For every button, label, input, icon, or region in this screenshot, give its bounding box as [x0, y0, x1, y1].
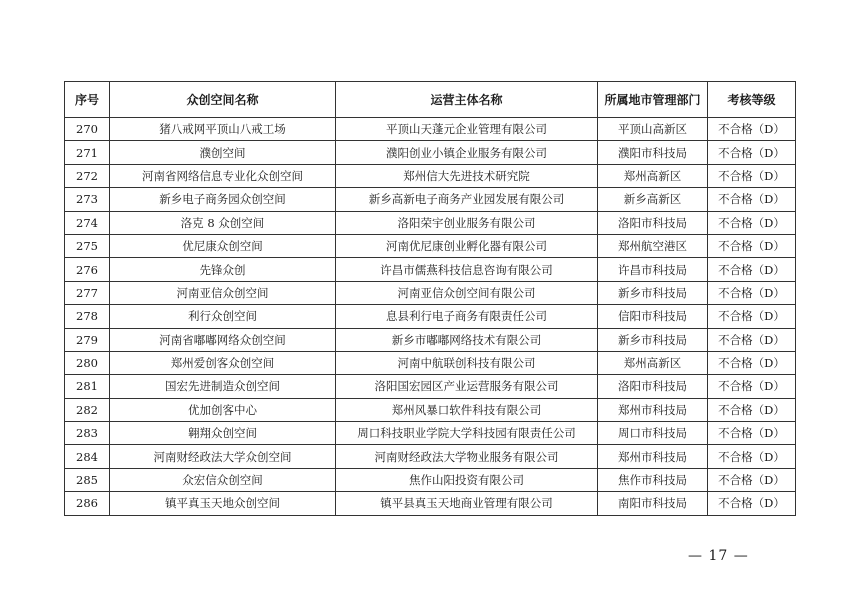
table-row — [65, 164, 796, 187]
cell-space-name: 濮创空间 — [110, 141, 336, 164]
table-row — [65, 188, 796, 211]
table-row — [65, 118, 796, 141]
table-row — [65, 258, 796, 281]
assessment-table — [64, 81, 796, 516]
cell-grade: 不合格（D） — [708, 328, 796, 351]
cell-operator-name: 新乡市嘟嘟网络技术有限公司 — [336, 328, 598, 351]
cell-serial: 276 — [65, 258, 110, 281]
cell-space-name: 新乡电子商务园众创空间 — [110, 188, 336, 211]
table-row — [65, 492, 796, 515]
cell-department: 郑州高新区 — [598, 351, 708, 374]
header-serial: 序号 — [65, 82, 110, 118]
header-operator-name: 运营主体名称 — [336, 82, 598, 118]
cell-grade: 不合格（D） — [708, 258, 796, 281]
cell-department: 郑州市科技局 — [598, 445, 708, 468]
cell-serial: 270 — [65, 118, 110, 141]
cell-operator-name: 新乡高新电子商务产业园发展有限公司 — [336, 188, 598, 211]
cell-department: 信阳市科技局 — [598, 305, 708, 328]
cell-operator-name: 洛阳国宏园区产业运营服务有限公司 — [336, 375, 598, 398]
cell-grade: 不合格（D） — [708, 398, 796, 421]
table-row — [65, 468, 796, 491]
cell-serial: 284 — [65, 445, 110, 468]
cell-space-name: 河南亚信众创空间 — [110, 281, 336, 304]
cell-grade: 不合格（D） — [708, 445, 796, 468]
cell-operator-name: 河南中航联创科技有限公司 — [336, 351, 598, 374]
cell-grade: 不合格（D） — [708, 422, 796, 445]
cell-grade: 不合格（D） — [708, 305, 796, 328]
cell-operator-name: 许昌市儒燕科技信息咨询有限公司 — [336, 258, 598, 281]
cell-serial: 281 — [65, 375, 110, 398]
cell-grade: 不合格（D） — [708, 141, 796, 164]
cell-grade: 不合格（D） — [708, 118, 796, 141]
cell-serial: 277 — [65, 281, 110, 304]
table-row — [65, 445, 796, 468]
header-grade: 考核等级 — [708, 82, 796, 118]
cell-grade: 不合格（D） — [708, 351, 796, 374]
cell-serial: 283 — [65, 422, 110, 445]
cell-operator-name: 河南优尼康创业孵化器有限公司 — [336, 234, 598, 257]
cell-serial: 286 — [65, 492, 110, 515]
cell-space-name: 国宏先进制造众创空间 — [110, 375, 336, 398]
cell-serial: 282 — [65, 398, 110, 421]
cell-department: 郑州航空港区 — [598, 234, 708, 257]
cell-operator-name: 平顶山天蓬元企业管理有限公司 — [336, 118, 598, 141]
cell-department: 周口市科技局 — [598, 422, 708, 445]
cell-serial: 279 — [65, 328, 110, 351]
cell-operator-name: 郑州信大先进技术研究院 — [336, 164, 598, 187]
cell-space-name: 河南省嘟嘟网络众创空间 — [110, 328, 336, 351]
header-space-name: 众创空间名称 — [110, 82, 336, 118]
table-row — [65, 211, 796, 234]
cell-space-name: 郑州爱创客众创空间 — [110, 351, 336, 374]
cell-serial: 271 — [65, 141, 110, 164]
cell-serial: 272 — [65, 164, 110, 187]
cell-grade: 不合格（D） — [708, 234, 796, 257]
cell-operator-name: 河南亚信众创空间有限公司 — [336, 281, 598, 304]
cell-space-name: 河南财经政法大学众创空间 — [110, 445, 336, 468]
cell-operator-name: 焦作山阳投资有限公司 — [336, 468, 598, 491]
table-row — [65, 351, 796, 374]
cell-grade: 不合格（D） — [708, 164, 796, 187]
cell-operator-name: 郑州风暴口软件科技有限公司 — [336, 398, 598, 421]
cell-space-name: 河南省网络信息专业化众创空间 — [110, 164, 336, 187]
cell-space-name: 洛克 8 众创空间 — [110, 211, 336, 234]
cell-department: 洛阳市科技局 — [598, 211, 708, 234]
cell-serial: 278 — [65, 305, 110, 328]
cell-grade: 不合格（D） — [708, 468, 796, 491]
table-row — [65, 398, 796, 421]
cell-operator-name: 河南财经政法大学物业服务有限公司 — [336, 445, 598, 468]
cell-department: 许昌市科技局 — [598, 258, 708, 281]
cell-department: 新乡市科技局 — [598, 328, 708, 351]
cell-grade: 不合格（D） — [708, 188, 796, 211]
table-body — [65, 118, 796, 516]
cell-serial: 274 — [65, 211, 110, 234]
cell-space-name: 先锋众创 — [110, 258, 336, 281]
cell-grade: 不合格（D） — [708, 211, 796, 234]
cell-serial: 285 — [65, 468, 110, 491]
cell-grade: 不合格（D） — [708, 375, 796, 398]
cell-operator-name: 息县利行电子商务有限责任公司 — [336, 305, 598, 328]
cell-department: 郑州市科技局 — [598, 398, 708, 421]
cell-serial: 275 — [65, 234, 110, 257]
table-row — [65, 328, 796, 351]
cell-space-name: 镇平真玉天地众创空间 — [110, 492, 336, 515]
table-row — [65, 281, 796, 304]
cell-department: 平顶山高新区 — [598, 118, 708, 141]
cell-department: 郑州高新区 — [598, 164, 708, 187]
cell-operator-name: 镇平县真玉天地商业管理有限公司 — [336, 492, 598, 515]
cell-grade: 不合格（D） — [708, 492, 796, 515]
header-department: 所属地市管理部门 — [598, 82, 708, 118]
cell-space-name: 利行众创空间 — [110, 305, 336, 328]
cell-operator-name: 濮阳创业小镇企业服务有限公司 — [336, 141, 598, 164]
table-row — [65, 305, 796, 328]
table-row — [65, 141, 796, 164]
cell-department: 焦作市科技局 — [598, 468, 708, 491]
table-row — [65, 375, 796, 398]
cell-serial: 273 — [65, 188, 110, 211]
cell-department: 新乡高新区 — [598, 188, 708, 211]
cell-department: 新乡市科技局 — [598, 281, 708, 304]
cell-space-name: 猪八戒网平顶山八戒工场 — [110, 118, 336, 141]
cell-space-name: 众宏信众创空间 — [110, 468, 336, 491]
cell-space-name: 优加创客中心 — [110, 398, 336, 421]
cell-space-name: 优尼康众创空间 — [110, 234, 336, 257]
cell-department: 濮阳市科技局 — [598, 141, 708, 164]
cell-serial: 280 — [65, 351, 110, 374]
cell-space-name: 翱翔众创空间 — [110, 422, 336, 445]
cell-operator-name: 周口科技职业学院大学科技园有限责任公司 — [336, 422, 598, 445]
table-header-row — [65, 82, 796, 118]
cell-operator-name: 洛阳荣宇创业服务有限公司 — [336, 211, 598, 234]
cell-department: 南阳市科技局 — [598, 492, 708, 515]
table-row — [65, 234, 796, 257]
cell-department: 洛阳市科技局 — [598, 375, 708, 398]
table-row — [65, 422, 796, 445]
page-number: — 17 — — [688, 548, 749, 564]
cell-grade: 不合格（D） — [708, 281, 796, 304]
